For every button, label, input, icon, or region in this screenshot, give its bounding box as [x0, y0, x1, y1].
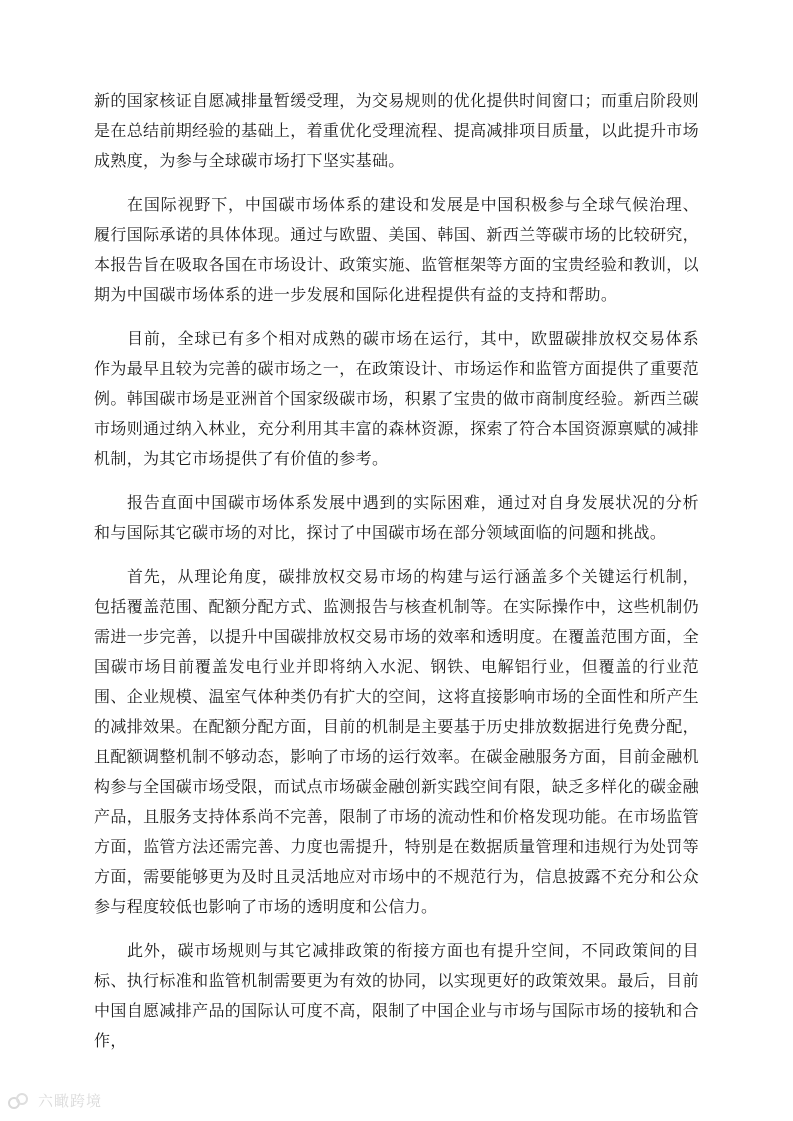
- text-line: 此外，碳市场规则与其它减排政策的衔接方面也有提升空间，不同政策间的目标、: [94, 941, 699, 990]
- text-line: 为最早且较为完善的碳市场之一，在政策设计、市场运作和监管方面提供了重要范例。: [94, 359, 699, 408]
- text-line: 且服务支持体系尚不完善，限制了市场的流动性和价格发现功能。在市场监管方面，: [94, 807, 699, 856]
- text-line: 进一步完善，以提升中国碳排放权交易市场的效率和透明度。在覆盖范围方面，全国: [94, 627, 699, 676]
- text-line: 成熟度，为参与全球碳市场打下坚实基础。: [94, 151, 405, 170]
- text-line: 为其它市场提供了有价值的参考。: [143, 449, 389, 468]
- text-line: 需要能够更为及时且灵活地应对市场中的不规范行为，信息披露不充分和公众参与程: [94, 867, 699, 916]
- text-line: 碳市场目前覆盖发电行业并即将纳入水泥、钢铁、电解铝行业，但覆盖的行业范围、: [94, 657, 699, 706]
- text-line: 新的国家核证自愿减排量暂缓受理，为交易规则的优化提供时间窗口；而重启阶段则: [94, 91, 699, 110]
- text-line: 度较低也影响了市场的透明度和公信力。: [143, 897, 438, 916]
- text-line: 则通过纳入林业，充分利用其丰富的森林资源，探索了符合本国资源禀赋的减排机制，: [94, 419, 699, 468]
- paragraph-6: [94, 936, 699, 1056]
- paragraph-2: [94, 190, 699, 310]
- document-body: [94, 86, 699, 1070]
- text-line: 目前，全球已有多个相对成熟的碳市场在运行，其中，欧盟碳排放权交易体系作: [94, 329, 699, 378]
- text-line: 在国际视野下，中国碳市场体系的建设和发展是中国积极参与全球气候治理、履: [94, 195, 699, 244]
- text-line: 报告旨在吸取各国在市场设计、政策实施、监管框架等方面的宝贵经验和教训，以期: [94, 255, 699, 304]
- text-line: 与国际其它碳市场的对比，探讨了中国碳市场在部分领域面临的问题和挑战。: [110, 523, 667, 542]
- text-line: 首先，从理论角度，碳排放权交易市场的构建与运行涵盖多个关键运行机制，包: [94, 567, 699, 616]
- text-line: 排效果。在配额分配方面，目前的机制是主要基于历史排放数据进行免费分配，且配: [94, 717, 699, 766]
- text-line: 为中国碳市场体系的进一步发展和国际化进程提供有益的支持和帮助。: [110, 285, 618, 304]
- paragraph-1: [94, 86, 699, 176]
- watermark-text: 六瞰跨境: [38, 1092, 103, 1110]
- paragraph-4: [94, 488, 699, 548]
- text-line: 行国际承诺的具体体现。通过与欧盟、美国、韩国、新西兰等碳市场的比较研究，本: [94, 225, 699, 274]
- text-line: 报告直面中国碳市场体系发展中遇到的实际困难，通过对自身发展状况的分析和: [94, 493, 699, 542]
- logo-mark-icon: [8, 1093, 32, 1109]
- text-line: 执行标准和监管机制需要更为有效的协同，以实现更好的政策效果。最后，目前中国: [94, 971, 699, 1020]
- text-line: 是在总结前期经验的基础上，着重优化受理流程、提高减排项目质量，以此提升市场: [94, 121, 699, 140]
- paragraph-5: [94, 562, 699, 922]
- text-line: 与全国碳市场受限，而试点市场碳金融创新实践空间有限，缺乏多样化的碳金融产品，: [94, 777, 699, 826]
- text-line: 韩国碳市场是亚洲首个国家级碳市场，积累了宝贵的做市商制度经验。新西兰碳市场: [94, 389, 699, 438]
- text-line: 监管方法还需完善、力度也需提升，特别是在数据质量管理和违规行为处罚等方面，: [94, 837, 699, 886]
- paragraph-3: [94, 324, 699, 474]
- text-line: 自愿减排产品的国际认可度不高，限制了中国企业与市场与国际市场的接轨和合作，: [94, 1001, 699, 1050]
- watermark: [8, 1090, 102, 1111]
- text-line: 额调整机制不够动态，影响了市场的运行效率。在碳金融服务方面，目前金融机构参: [94, 747, 699, 796]
- text-line: 括覆盖范围、配额分配方式、监测报告与核查机制等。在实际操作中，这些机制仍需: [94, 597, 699, 646]
- text-line: 企业规模、温室气体种类仍有扩大的空间，这将直接影响市场的全面性和所产生的减: [94, 687, 699, 736]
